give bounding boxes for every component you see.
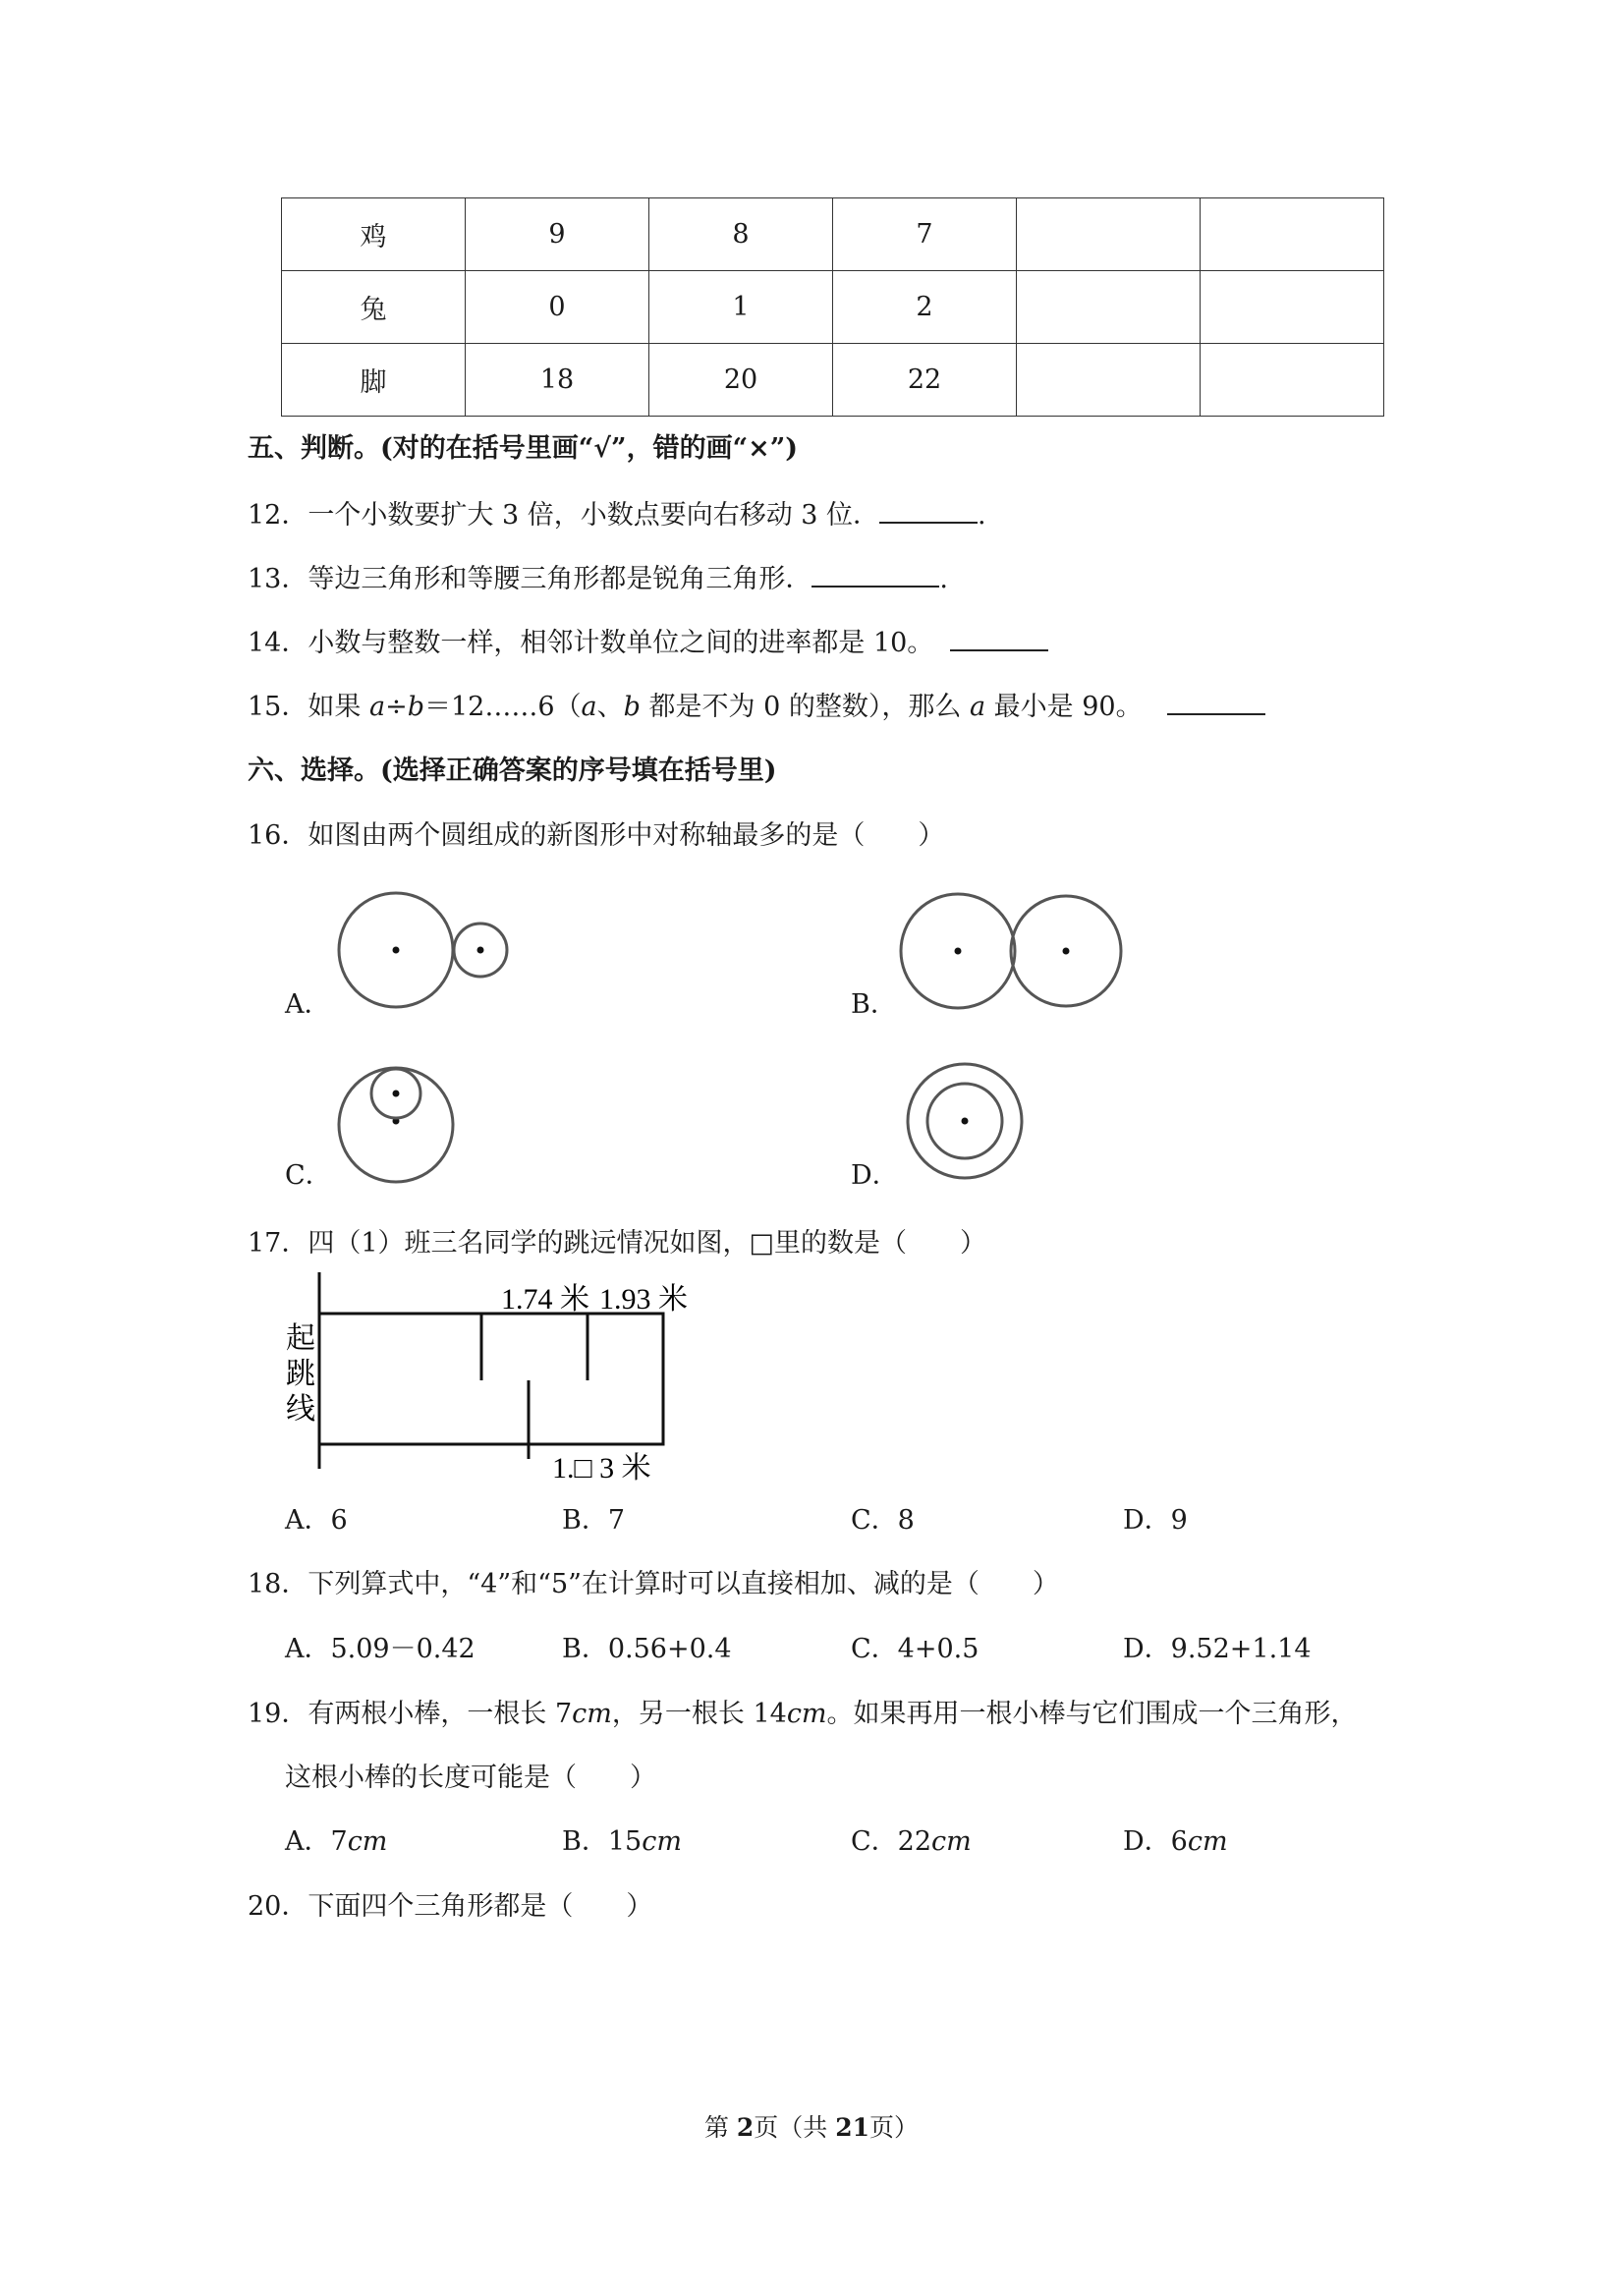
table-cell	[1201, 271, 1384, 344]
option-text: C．22	[851, 1826, 932, 1857]
option-a[interactable]: A．6	[285, 1505, 348, 1536]
text: 。如果再用一根小棒与它们围成一个三角形，	[826, 1699, 1358, 1729]
option-d-label[interactable]: D．	[851, 1160, 899, 1191]
question-12	[248, 498, 986, 532]
question-13	[248, 562, 948, 596]
text: 第	[703, 2113, 737, 2142]
table-row	[282, 271, 1384, 344]
var-a: a	[368, 692, 386, 722]
text: 页（共	[754, 2113, 836, 2142]
question-18: 18．下列算式中，“4”和“5”在计算时可以直接相加、减的是（ ）	[248, 1569, 1059, 1599]
question-text: 13．等边三角形和等腰三角形都是锐角三角形．	[248, 564, 812, 594]
answer-blank[interactable]	[950, 626, 1048, 651]
table-cell	[1201, 198, 1384, 271]
text: 15．如果	[248, 692, 369, 722]
question-14	[248, 626, 1048, 660]
var-b: b	[623, 692, 641, 722]
two-circles-figure-d	[899, 1056, 1036, 1194]
total-pages: 21	[835, 2113, 870, 2142]
table-cell	[1017, 344, 1201, 417]
option-d[interactable]	[1123, 1825, 1228, 1859]
table-cell: 0	[466, 271, 649, 344]
option-text: D．6	[1123, 1826, 1188, 1857]
unit: cm	[572, 1699, 612, 1729]
option-a[interactable]	[285, 1825, 387, 1859]
two-circles-figure-c	[329, 1056, 467, 1194]
table-cell: 1	[649, 271, 833, 344]
table-cell: 20	[649, 344, 833, 417]
option-b[interactable]: B．7	[562, 1505, 626, 1536]
option-b[interactable]	[562, 1825, 682, 1859]
table-cell	[1017, 198, 1201, 271]
option-b[interactable]: B．0.56+0.4	[562, 1634, 732, 1664]
unit: cm	[1187, 1826, 1228, 1857]
table-cell: 7	[833, 198, 1017, 271]
punct: .	[978, 500, 986, 531]
text: ＝12……6（	[423, 692, 582, 722]
unit: cm	[931, 1826, 972, 1857]
chicken-rabbit-table	[281, 197, 1384, 417]
option-d[interactable]: D．9	[1123, 1505, 1188, 1536]
table-row	[282, 344, 1384, 417]
table-cell	[1201, 344, 1384, 417]
option-text: B．15	[562, 1826, 643, 1857]
question-19	[248, 1698, 1358, 1731]
question-19-line-2: 这根小棒的长度可能是（ ）	[285, 1763, 656, 1793]
option-c[interactable]	[851, 1825, 972, 1859]
question-16: 16．如图由两个圆组成的新图形中对称轴最多的是（ ）	[248, 820, 945, 851]
option-c[interactable]: C．4+0.5	[851, 1634, 979, 1664]
two-circles-figure-b	[889, 884, 1130, 1017]
question-17: 17．四（1）班三名同学的跳远情况如图，□里的数是（ ）	[248, 1228, 987, 1259]
text: 19．有两根小棒，一根长 7	[248, 1699, 573, 1729]
text: 最小是 90。	[985, 692, 1143, 722]
unit: cm	[642, 1826, 682, 1857]
text: ，另一根长 14	[611, 1699, 787, 1729]
section-5-title: 五、判断。(对的在括号里画“√”，错的画“×”)	[248, 433, 799, 464]
start-line-char: 起	[286, 1322, 315, 1355]
table-cell: 9	[466, 198, 649, 271]
two-circles-figure-a	[329, 884, 521, 1017]
option-b-label[interactable]: B．	[851, 989, 897, 1020]
unit: cm	[347, 1826, 388, 1857]
answer-blank[interactable]	[1167, 690, 1265, 715]
text: 页）	[869, 2113, 920, 2142]
question-20: 20．下面四个三角形都是（ ）	[248, 1891, 653, 1922]
table-cell	[1017, 271, 1201, 344]
jump-label-2: 1.93 米	[599, 1283, 688, 1316]
unit: cm	[786, 1699, 827, 1729]
long-jump-figure	[275, 1267, 717, 1493]
option-text: A．7	[285, 1826, 348, 1857]
page-footer	[0, 2108, 1623, 2144]
table-row	[282, 198, 1384, 271]
divide-sign: ÷	[385, 692, 408, 722]
answer-blank[interactable]	[879, 498, 978, 524]
start-line-char: 跳	[286, 1358, 315, 1390]
table-cell: 22	[833, 344, 1017, 417]
start-line-char: 线	[286, 1393, 315, 1426]
row-label: 鸡	[282, 198, 466, 271]
answer-blank[interactable]	[812, 562, 939, 588]
question-15	[248, 690, 1265, 724]
row-label: 兔	[282, 271, 466, 344]
var-a: a	[581, 692, 597, 722]
question-text: 14．小数与整数一样，相邻计数单位之间的进率都是 10。	[248, 628, 934, 658]
row-label: 脚	[282, 344, 466, 417]
table-cell: 2	[833, 271, 1017, 344]
option-c-label[interactable]: C．	[285, 1160, 332, 1191]
table-cell: 18	[466, 344, 649, 417]
jump-label-1: 1.74 米	[501, 1283, 589, 1316]
section-6-title: 六、选择。(选择正确答案的序号填在括号里)	[248, 756, 777, 786]
text: 、	[596, 692, 624, 722]
jump-label-3: 1.□ 3 米	[552, 1452, 651, 1484]
page-number: 2	[736, 2113, 755, 2142]
option-a-label[interactable]: A．	[285, 989, 331, 1020]
option-a[interactable]: A．5.09－0.42	[285, 1634, 476, 1664]
punct: .	[939, 564, 948, 594]
var-a: a	[969, 692, 986, 722]
option-d[interactable]: D．9.52+1.14	[1123, 1634, 1312, 1664]
table-cell: 8	[649, 198, 833, 271]
text: 都是不为 0 的整数），那么	[640, 692, 970, 722]
option-c[interactable]: C．8	[851, 1505, 915, 1536]
var-b: b	[407, 692, 424, 722]
question-text: 12．一个小数要扩大 3 倍，小数点要向右移动 3 位．	[248, 500, 880, 531]
